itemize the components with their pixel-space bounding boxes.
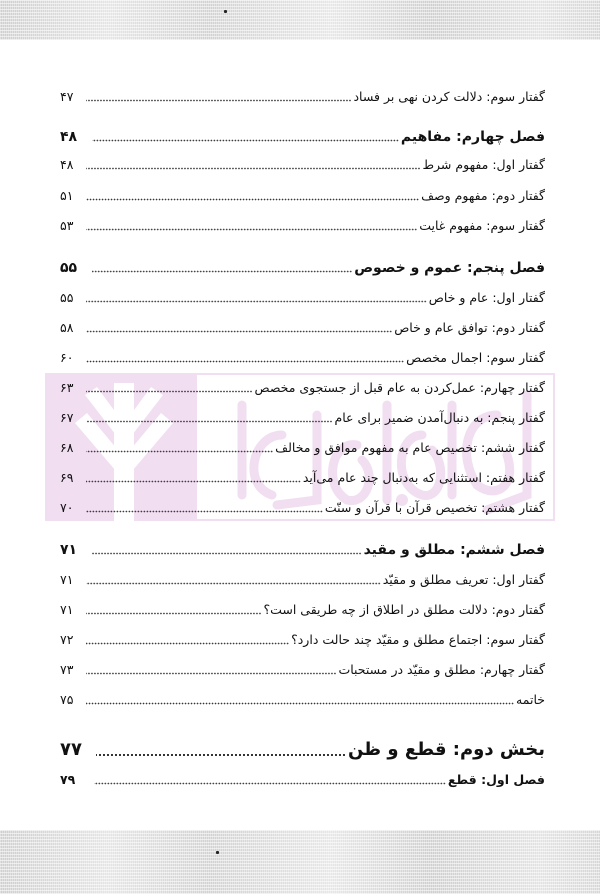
dot-leader [86, 90, 351, 102]
toc-entry [60, 628, 545, 652]
toc-entry-title: گفتار سوم: مفهوم غایت [419, 218, 545, 233]
toc-entry [60, 346, 545, 370]
toc-chapter [60, 125, 545, 149]
dot-leader [86, 693, 514, 705]
toc-entry [60, 568, 545, 592]
scan-speck [224, 10, 227, 13]
toc-page-number: ۴۸ [60, 129, 78, 145]
toc-page-number: ۷۰ [60, 500, 74, 515]
toc-entry-title: گفتار اول: عام و خاص [428, 290, 545, 305]
toc-page-number: ۵۳ [60, 218, 74, 233]
toc-page-number: ۵۸ [60, 320, 74, 335]
toc-entry [60, 466, 545, 490]
dot-leader [94, 773, 446, 785]
toc-entry-title: فصل ششم: مطلق و مقید [363, 542, 545, 558]
dot-leader [86, 158, 420, 170]
toc-entry-title: گفتار پنجم: به دنبال‌آمدن ضمیر برای عام [334, 410, 545, 425]
toc-page-number: ۷۵ [60, 692, 74, 707]
toc-page-number: ۶۰ [60, 350, 74, 365]
toc-entry-title: گفتار سوم: اجتماع مطلق و مقیّد چند حالت دارد؟ [291, 632, 545, 647]
dot-leader [86, 471, 301, 483]
toc-page-number: ۵۵ [60, 260, 78, 276]
toc-entry-title: فصل چهارم: مفاهیم [400, 129, 545, 145]
toc-entry-title: گفتار دوم: توافق عام و خاص [394, 320, 545, 335]
dot-leader [86, 411, 332, 423]
toc-entry [60, 598, 545, 622]
toc-entry-title: گفتار ششم: تخصیص عام به مفهوم موافق و مخالف [275, 440, 545, 455]
toc-entry-title: گفتار چهارم: عمل‌کردن به عام قبل از جستجوی مخصص [254, 380, 545, 395]
dot-leader [92, 130, 399, 142]
toc-page-number: ۴۷ [60, 89, 74, 104]
toc-entry-title: گفتار سوم: دلالت کردن نهی بر فساد [353, 89, 545, 104]
toc-page-number: ۶۸ [60, 440, 74, 455]
toc-part-sub [60, 768, 545, 792]
toc-entry [60, 153, 545, 177]
toc-chapter [60, 538, 545, 562]
toc-page-number: ۶۳ [60, 380, 74, 395]
toc-page-number: ۷۹ [60, 772, 76, 787]
scan-noise-bottom [0, 830, 600, 894]
toc-entry-title: بخش دوم: قطع و ظن [347, 739, 545, 760]
scan-noise-top [0, 0, 600, 40]
toc-entry [60, 688, 545, 712]
toc-entry-title: گفتار دوم: دلالت مطلق در اطلاق از چه طریقی است؟ [263, 602, 545, 617]
toc-entry [60, 658, 545, 682]
toc-entry-title: خاتمه [516, 692, 545, 707]
toc-entry-title: گفتار چهارم: مطلق و مقیّد در مستحبات [338, 662, 545, 677]
toc-entry-title: گفتار دوم: مفهوم وصف [421, 188, 545, 203]
toc-page-number: ۷۱ [60, 602, 74, 617]
toc-page-number: ۷۲ [60, 632, 74, 647]
dot-leader [86, 189, 419, 201]
toc-page-number: ۵۱ [60, 188, 74, 203]
toc-entry [60, 286, 545, 310]
toc-page-number: ۷۷ [60, 739, 82, 760]
toc-entry [60, 406, 545, 430]
toc-entry [60, 496, 545, 520]
toc-entry [60, 316, 545, 340]
toc-entry-title: فصل پنجم: عموم و خصوص [354, 260, 545, 276]
toc-entry-title: فصل اول: قطع [447, 772, 545, 787]
dot-leader [86, 501, 323, 513]
dot-leader [86, 291, 427, 303]
dot-leader [86, 441, 273, 453]
dot-leader [86, 603, 261, 615]
scan-speck [216, 851, 219, 854]
toc-entry [60, 85, 545, 109]
toc-entry-title: گفتار سوم: اجمال مخصص [406, 350, 545, 365]
dot-leader [86, 321, 392, 333]
dot-leader [86, 663, 336, 675]
dot-leader [86, 351, 404, 363]
toc-entry-title: گفتار اول: مفهوم شرط [422, 157, 545, 172]
toc-page-number: ۵۵ [60, 290, 74, 305]
toc-page-number: ۷۱ [60, 542, 78, 558]
toc-entry [60, 376, 545, 400]
toc-chapter [60, 256, 545, 280]
toc-page-number: ۶۹ [60, 470, 74, 485]
toc-entry [60, 184, 545, 208]
toc-entry-title: گفتار هشتم: تخصیص قرآن با قرآن و سنّت [324, 500, 545, 515]
dot-leader [86, 381, 253, 393]
toc-page-number: ۷۱ [60, 572, 74, 587]
dot-leader [86, 219, 417, 231]
dot-leader [92, 261, 352, 273]
dot-leader [86, 633, 289, 645]
toc-page-number: ۷۳ [60, 662, 74, 677]
toc-part [60, 735, 545, 765]
toc-page-number: ۴۸ [60, 157, 74, 172]
toc-entry [60, 214, 545, 238]
toc-page-number: ۶۷ [60, 410, 74, 425]
toc-entry-title: گفتار اول: تعریف مطلق و مقیّد [382, 572, 545, 587]
toc-entry-title: گفتار هفتم: استثنایی که به‌دنبال چند عام می‌آید [302, 470, 545, 485]
toc-entry [60, 436, 545, 460]
dot-leader [96, 745, 346, 757]
dot-leader [92, 543, 362, 555]
dot-leader [86, 573, 381, 585]
